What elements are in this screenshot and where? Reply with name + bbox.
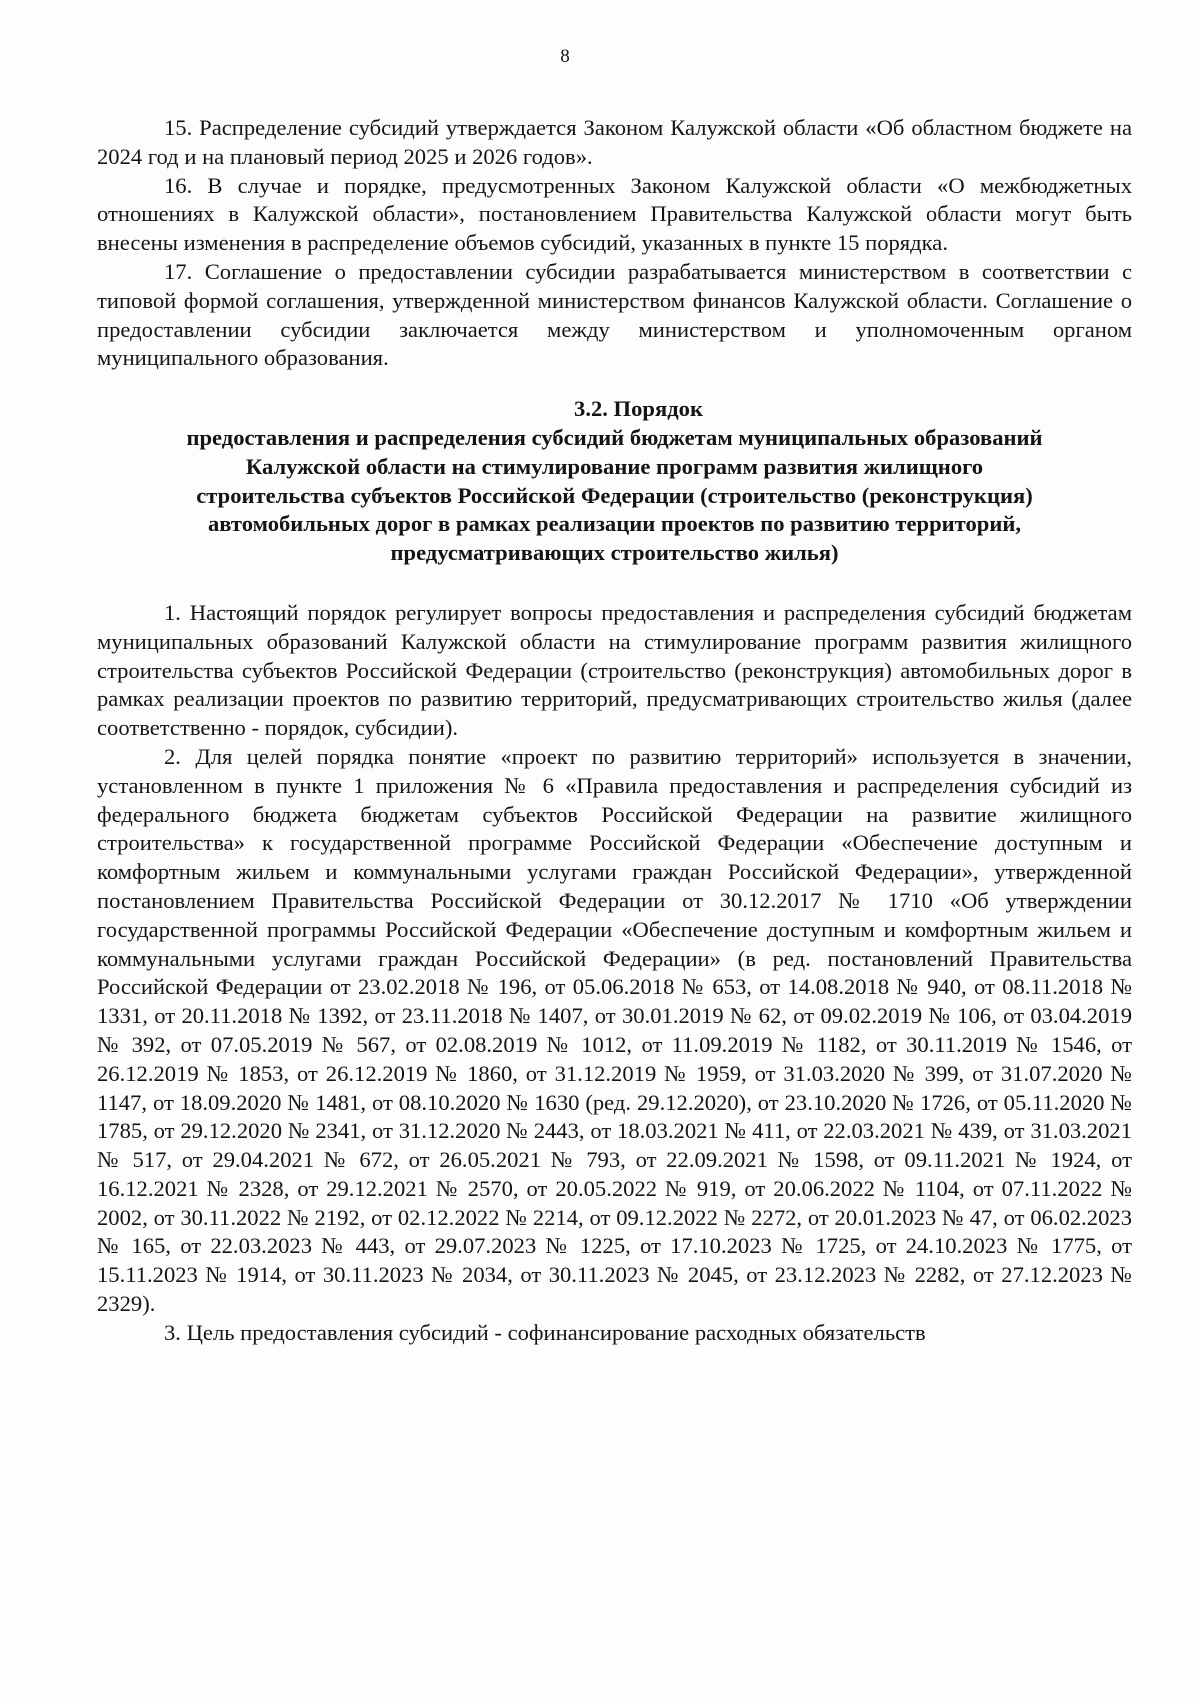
paragraph-17: 17. Соглашение о предоставлении субсидии разрабатывается министерством в соответствии с типовой формой соглашения, утвержденной министерством финансов Калужской области. Соглашение о предоставлении субсидии заключается между министерством и уполномоченным органом муниципального образования. [97,258,1132,371]
section-spacer [97,568,1132,599]
paragraph-1: 1. Настоящий порядок регулирует вопросы предоставления и распределения субсидий бюджетам муниципальных образований Калужской области на стимулирование программ развития жилищного строительства субъектов Российской Федерации (строительство (реконструкция) автомобильных дорог в рамках реализации проектов по развитию территорий, предусматривающих строительство жилья (далее соответственно - порядок, субсидии). [97,599,1132,741]
page-number: 8 [560,46,570,67]
section-title-line: автомобильных дорог в рамках реализации проектов по развитию территорий, [208,511,1021,537]
paragraph-3: 3. Цель предоставления субсидий - софинансирование расходных обязательств [164,1319,926,1345]
section-title-line: строительства субъектов Российской Федерации (строительство (реконструкция) [196,482,1033,508]
section-title-line: предоставления и распределения субсидий бюджетам муниципальных образований [186,424,1043,450]
section-title-line: предусматривающих строительство жилья) [390,540,839,566]
section-title-line: Калужской области на стимулирование программ развития жилищного [245,453,984,479]
section-number-title: 3.2. Порядок [574,396,703,422]
document-body [97,114,1132,1348]
paragraph-15: 15. Распределение субсидий утверждается Законом Калужской области «Об областном бюджете на 2024 год и на плановый период 2025 и 2026 годов». [97,115,1132,169]
paragraph-2: 2. Для целей порядка понятие «проект по развитию территорий» используется в значении, установленном в пункте 1 приложения № 6 «Правила предоставления и распределения субсидий из федерального бюджета бюджетам субъектов Российской Федерации на развитие жилищного строительства» к государственной программе Российской Федерации «Обеспечение доступным и комфортным жильем и коммунальными услугами граждан Российской Федерации», утвержденной постановлением Правительства Российской Федерации от 30.12.2017 № 1710 «Об утверждении государственной программы Российской Федерации «Обеспечение доступным и комфортным жильем и коммунальными услугами граждан Российской Федерации» (в ред. постановлений Правительства Российской Федерации от 23.02.2018 № 196, от 05.06.2018 № 653, от 14.08.2018 № 940, от 08.11.2018 № 1331, от 20.11.2018 № 1392, от 23.11.2018 № 1407, от 30.01.2019 № 62, от 09.02.2019 № 106, от 03.04.2019 № 392, от 07.05.2019 № 567, от 02.08.2019 № 1012, от 11.09.2019 № 1182, от 30.11.2019 № 1546, от 26.12.2019 № 1853, от 26.12.2019 № 1860, от 31.12.2019 № 1959, от 31.03.2020 № 399, от 31.07.2020 № 1147, от 18.09.2020 № 1481, от 08.10.2020 № 1630 (ред. 29.12.2020), от 23.10.2020 № 1726, от 05.11.2020 № 1785, от 29.12.2020 № 2341, от 31.12.2020 № 2443, от 18.03.2021 № 411, от 22.03.2021 № 439, от 31.03.2021 № 517, от 29.04.2021 № 672, от 26.05.2021 № 793, от 22.09.2021 № 1598, от 09.11.2021 № 1924, от 16.12.2021 № 2328, от 29.12.2021 № 2570, от 20.05.2022 № 919, от 20.06.2022 № 1104, от 07.11.2022 № 2002, от 30.11.2022 № 2192, от 02.12.2022 № 2214, от 09.12.2022 № 2272, от 20.01.2023 № 47, от 06.02.2023 № 165, от 22.03.2023 № 443, от 29.07.2023 № 1225, от 17.10.2023 № 1725, от 24.10.2023 № 1775, от 15.11.2023 № 1914, от 30.11.2023 № 2034, от 30.11.2023 № 2045, от 23.12.2023 № 2282, от 27.12.2023 № 2329). [97,743,1132,1317]
paragraph-16: 16. В случае и порядке, предусмотренных Законом Калужской области «О межбюджетных отношениях в Калужской области», постановлением Правительства Калужской области могут быть внесены изменения в распределение объемов субсидий, указанных в пункте 15 порядка. [97,172,1132,256]
section-heading [97,395,1132,568]
